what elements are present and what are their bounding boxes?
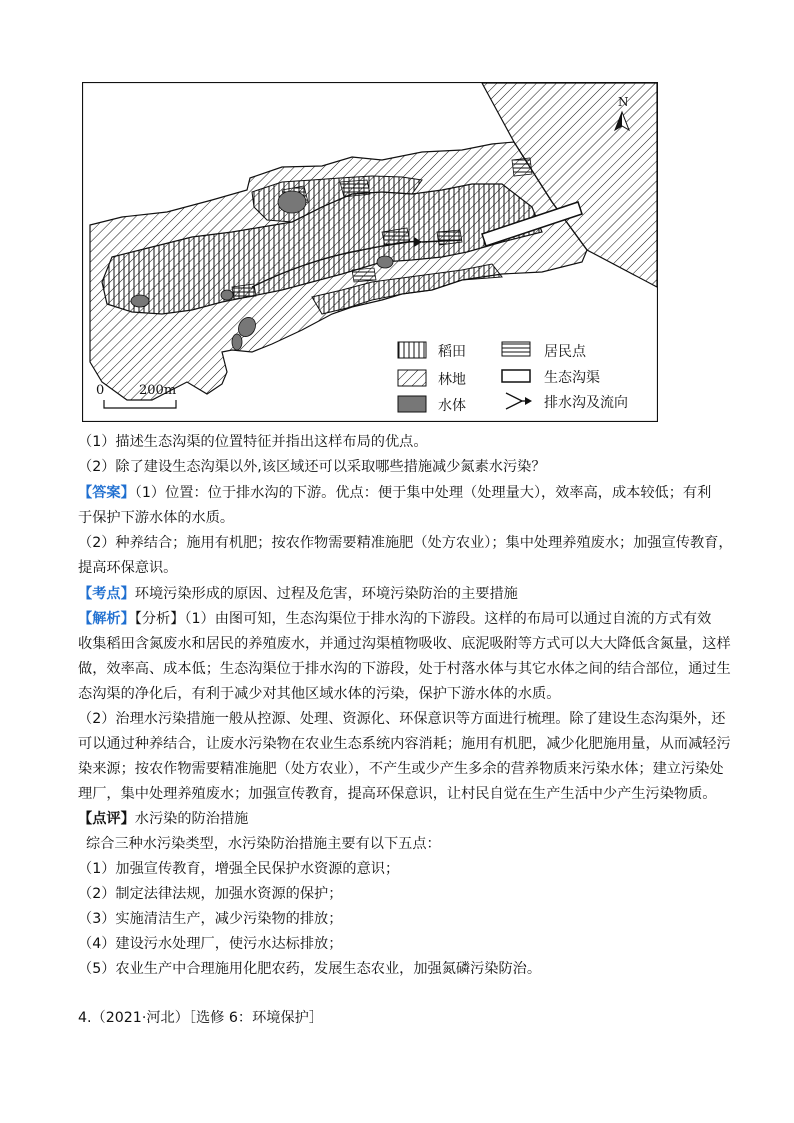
legend-paddy-label: 稻田 <box>438 344 466 360</box>
north-label: N <box>618 95 629 109</box>
jiexi-line-1: 【解析】【分析】（1）由图可知，生态沟渠位于排水沟的下游段。这样的布局可以通过自流的方式有效 <box>78 611 712 627</box>
dianping-item-4: （4）建设污水处理厂，使污水达标排放； <box>78 936 343 952</box>
jiexi-line-4: 态沟渠的净化后，有利于减少对其他区域水体的污染，保护下游水体的水质。 <box>78 686 561 702</box>
legend-water-label: 水体 <box>438 398 466 414</box>
scale-distance: 200m <box>139 383 177 398</box>
jiexi-line-2: 收集稻田含氮废水和居民的养殖废水，并通过沟渠植物吸收、底泥吸附等方式可以大大降低含氮量，这样 <box>78 636 731 652</box>
legend-ecoditch-swatch <box>502 370 530 382</box>
jiexi-line-6: 可以通过种养结合，让废水污染物在农业生态系统内容消耗；施用有机肥，减少化肥施用量，从而减轻污 <box>78 736 731 752</box>
dianping-intro: 综合三种水污染类型，水污染防治措施主要有以下五点： <box>86 836 441 852</box>
residential-6 <box>352 268 376 282</box>
water-body-1 <box>278 191 306 213</box>
kaodian-line: 【考点】环境污染形成的原因、过程及危害，环境污染防治的主要措施 <box>78 586 518 602</box>
water-body-6 <box>377 256 393 268</box>
answer-tag: 【答案】 <box>78 485 135 501</box>
dianping-item-5: （5）农业生产中合理施用化肥农药，发展生态农业，加强氮磷污染防治。 <box>78 961 542 977</box>
residential-7 <box>512 158 532 176</box>
answer-line-2: 于保护下游水体的水质。 <box>78 510 235 526</box>
jiexi-tag: 【解析】 <box>78 611 135 627</box>
water-body-3 <box>221 290 233 300</box>
jiexi-line-7: 染来源；按农作物需要精准施肥（处方农业），不产生或少产生多余的营养物质来污染水体；建立污染处 <box>78 761 724 777</box>
legend-ecoditch-label: 生态沟渠 <box>544 370 600 386</box>
answer-line-4: 提高环保意识。 <box>78 560 178 576</box>
residential-2 <box>340 180 370 197</box>
answer-line-3: （2）种养结合；施用有机肥；按农作物需要精准施肥（处方农业）；集中处理养殖废水；加强宣传教育， <box>78 535 733 551</box>
dianping-tag: 【点评】 <box>78 811 135 827</box>
scale-zero: 0 <box>96 383 105 398</box>
legend-drain-label: 排水沟及流向 <box>544 395 628 411</box>
kaodian-tag: 【考点】 <box>78 586 135 602</box>
legend-residential-swatch <box>502 342 530 356</box>
residential-4 <box>437 230 462 245</box>
next-question-header: 4.（2021·河北）［选修 6：环境保护］ <box>78 1010 324 1026</box>
jiexi-line-8: 理厂，集中处理养殖废水；加强宣传教育，提高环保意识，让村民自觉在生产生活中少产生污染物质。 <box>78 786 717 802</box>
dianping-item-3: （3）实施清洁生产，减少污染物的排放； <box>78 911 343 927</box>
jiexi-line-3: 做，效率高、成本低；生态沟渠位于排水沟的下游段，处于村落水体与其它水体之间的结合部位，通过生 <box>78 661 731 677</box>
water-body-5 <box>232 334 242 350</box>
legend-paddy-swatch <box>398 342 426 358</box>
question-2: （2）除了建设生态沟渠以外,该区域还可以采取哪些措施减少氮素水污染？ <box>78 459 546 475</box>
answer-line-1: 【答案】（1）位置：位于排水沟的下游。优点：便于集中处理（处理量大），效率高，成本较低；有利 <box>78 485 712 501</box>
legend-forest-swatch <box>398 370 426 386</box>
legend-forest-label: 林地 <box>438 372 466 388</box>
jiexi-line-5: （2）治理水污染措施一般从控源、处理、资源化、环保意识等方面进行梳理。除了建设生态沟渠外，还 <box>78 711 726 727</box>
land-use-map <box>82 82 658 422</box>
dianping-line: 【点评】水污染的防治措施 <box>78 811 249 827</box>
water-body-2 <box>131 295 149 307</box>
legend-water-swatch <box>398 396 426 412</box>
question-1: （1）描述生态沟渠的位置特征并指出这样布局的优点。 <box>78 434 428 450</box>
dianping-item-2: （2）制定法律法规，加强水资源的保护； <box>78 886 343 902</box>
legend-residential-label: 居民点 <box>544 344 586 360</box>
dianping-item-1: （1）加强宣传教育，增强全民保护水资源的意识； <box>78 861 400 877</box>
